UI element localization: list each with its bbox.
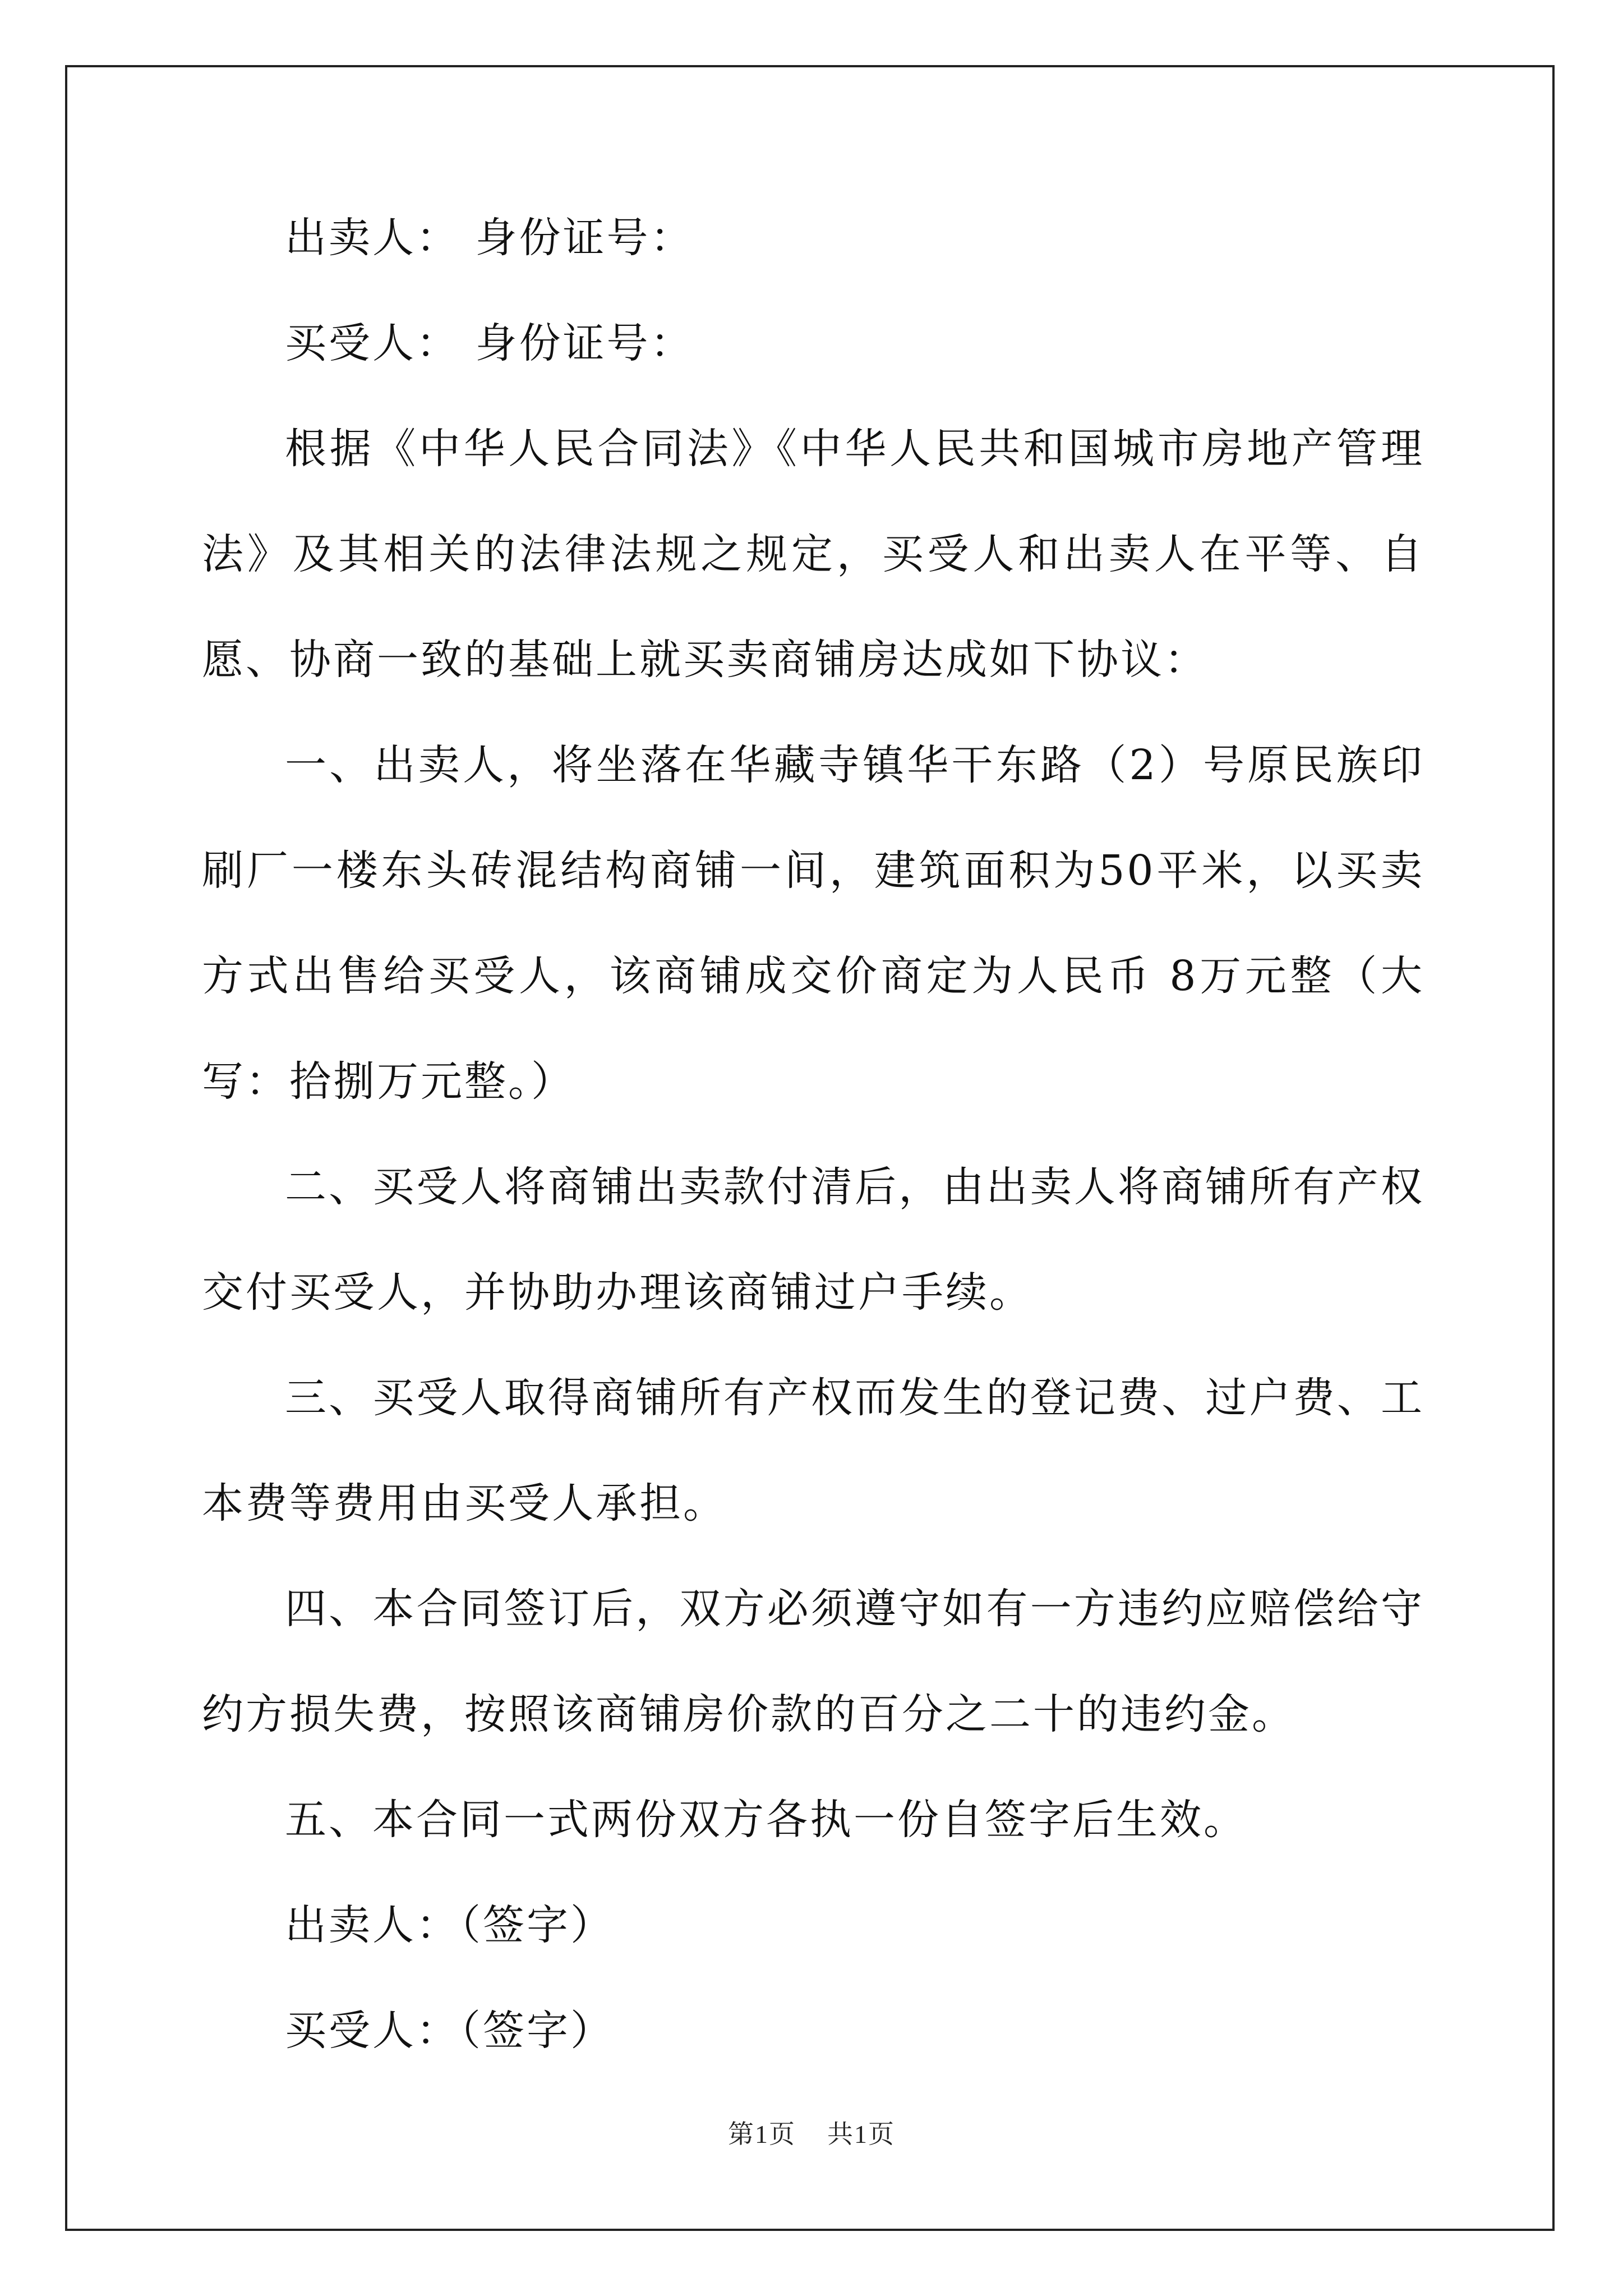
page-footer xyxy=(0,2114,1623,2151)
buyer-signature-line: 买受人：（签字） xyxy=(285,2007,614,2055)
page-number: 第1页 xyxy=(728,2120,796,2148)
seller-signature-line: 出卖人：（签字） xyxy=(285,1901,614,1949)
clause-2: 二、买受人将商铺出卖款付清后，由出卖人将商铺所有产权交付买受人，并协助办理该商铺过户手续。 xyxy=(202,1163,1424,1317)
seller-id-line: 出卖人： 身份证号： xyxy=(285,214,694,262)
document-body xyxy=(202,185,1424,2083)
clause-4: 四、本合同签订后，双方必须遵守如有一方违约应赔偿给守约方损失费，按照该商铺房价款的百分之二十的违约金。 xyxy=(202,1585,1424,1738)
clause-5: 五、本合同一式两份双方各执一份自签字后生效。 xyxy=(285,1796,1247,1844)
clause-1: 一、出卖人，将坐落在华藏寺镇华干东路（2）号原民族印刷厂一楼东头砖混结构商铺一间，建筑面积为50平米，以买卖方式出售给买受人，该商铺成交价商定为人民币 8万元整（大写：拾捌万元整。） xyxy=(202,741,1424,1106)
clause-3: 三、买受人取得商铺所有产权而发生的登记费、过户费、工本费等费用由买受人承担。 xyxy=(202,1374,1424,1527)
preamble-paragraph: 根据《中华人民合同法》《中华人民共和国城市房地产管理法》及其相关的法律法规之规定，买受人和出卖人在平等、自愿、协商一致的基础上就买卖商铺房达成如下协议： xyxy=(202,425,1424,684)
total-pages: 共1页 xyxy=(827,2120,895,2148)
buyer-id-line: 买受人： 身份证号： xyxy=(285,319,694,367)
